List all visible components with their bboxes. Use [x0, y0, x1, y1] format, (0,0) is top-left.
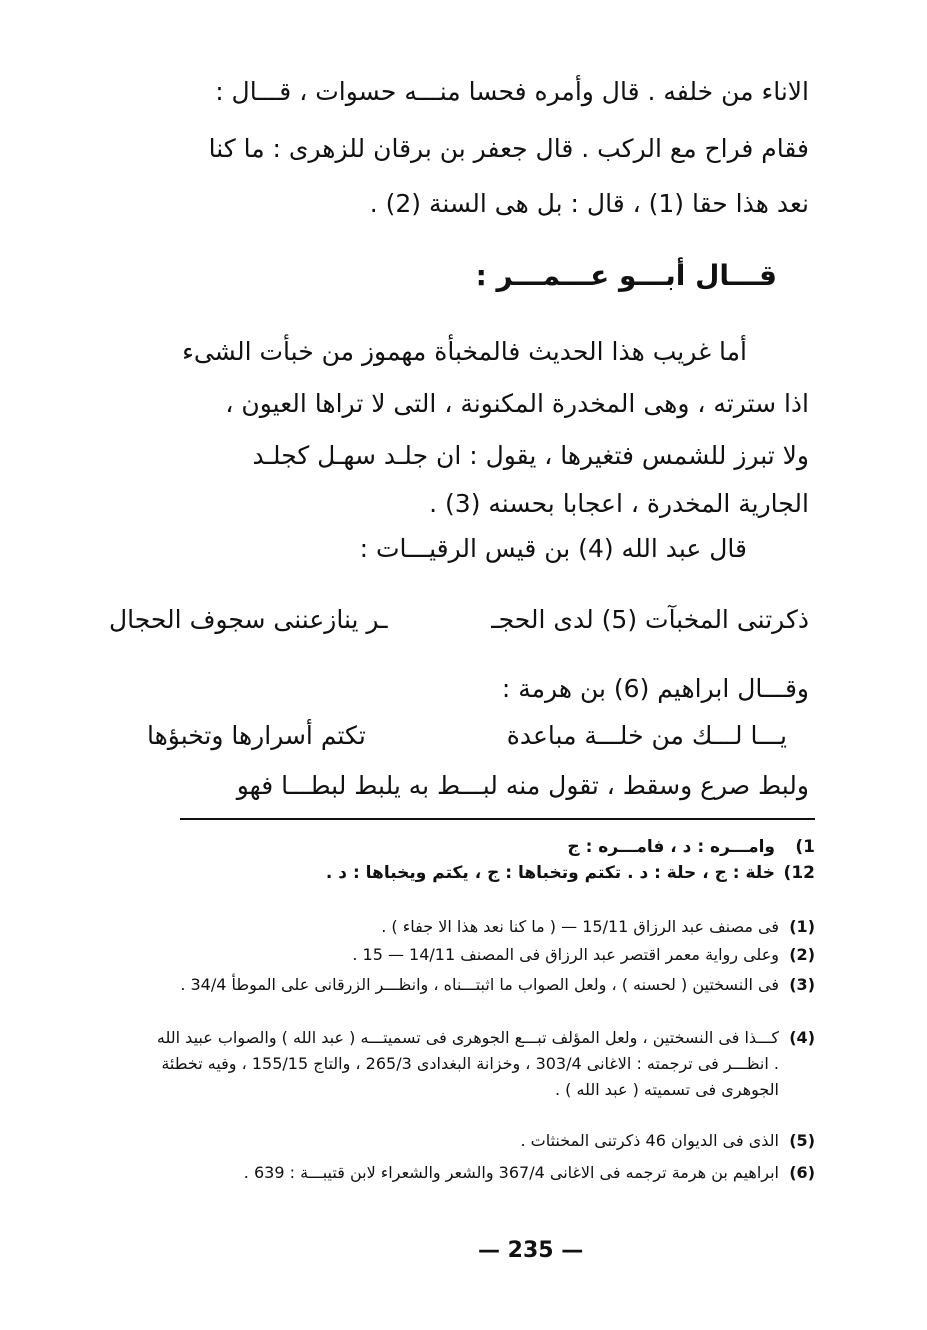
variant-note-2 — [195, 864, 815, 884]
variant-note-1 — [195, 838, 815, 858]
section-heading: قـــال أبـــو عـــمـــر : — [475, 259, 777, 292]
verse-1-first-hemistich: ذكرتنى المخبآت (5) لدى الحجـ — [491, 605, 809, 634]
footnote-5 — [165, 1132, 815, 1150]
footnote-2 — [165, 946, 815, 964]
body-line-6: ولا تبرز للشمس فتغيرها ، يقول : ان جلـد سهـل كجلـد — [252, 441, 809, 470]
body-line-1: الاناء من خلفه . قال وأمره فحسا منـــه حسوات ، قـــال : — [215, 77, 809, 106]
body-line-4: أما غريب هذا الحديث فالمخبأة مهموز من خبأت الشىء — [182, 337, 747, 366]
page-number: — 235 — — [478, 1238, 584, 1263]
body-line-2: فقام فراح مع الركب . قال جعفر بن برقان للزهرى : ما كنا — [208, 134, 809, 163]
footnote-5-number: (5) — [789, 1131, 815, 1150]
footnote-2-text: وعلى رواية معمر اقتصر عبد الرزاق فى المصنف 14/11 — 15 . — [352, 945, 779, 964]
footnote-6-text: ابراهيم بن هرمة ترجمه فى الاغانى 367/4 والشعر والشعراء لابن قتيبـــة : 639 . — [243, 1163, 779, 1182]
verse-2-intro: وقـــال ابراهيم (6) بن هرمة : — [501, 674, 809, 703]
footnote-4-text: كـــذا فى النسختين ، ولعل المؤلف تبـــع الجوهرى فى تسميتـــه ( عبد الله ) والصواب عبيد الله . انظـــر فى ترجمته : الاغانى 303/4 ، وخزانة البغدادى 265/3 ، والتاج 155/15 ، وفيه تخطئة الجوهرى فى تسميته ( عبد الله ) . — [156, 1028, 779, 1099]
verse-2-first-hemistich: يـــا لـــك من خلـــة مباعدة — [506, 721, 787, 750]
variant-note-2-number: 12) — [783, 863, 815, 883]
variant-note-1-number: 1) — [795, 837, 815, 857]
footnote-6 — [155, 1160, 815, 1186]
variant-note-1-text: وامـــره : د ، فامـــره : ج — [567, 837, 775, 857]
footnote-3-text: فى النسختين ( لحسنه ) ، ولعل الصواب ما اثبتـــناه ، وانظـــر الزرقانى على الموطأ 34/4 . — [180, 975, 779, 994]
footnote-2-number: (2) — [789, 945, 815, 964]
body-line-last: ولبط صرع وسقط ، تقول منه لبـــط به يلبط لبطـــا فهو — [236, 771, 809, 800]
footnote-1-text: فى مصنف عبد الرزاق 15/11 — ( ما كنا نعد هذا الا جفاء ) . — [381, 917, 779, 936]
body-line-7: الجارية المخدرة ، اعجابا بحسنه (3) . — [429, 489, 809, 518]
footnote-4 — [155, 1025, 815, 1103]
footnote-6-number: (6) — [789, 1163, 815, 1182]
footnote-1 — [165, 918, 815, 936]
verse-2-second-hemistich: تكتم أسرارها وتخبؤها — [147, 721, 366, 750]
verse-1-second-hemistich: ـر ينازعننى سجوف الحجال — [109, 605, 388, 634]
verse-1 — [109, 606, 809, 635]
footnote-5-text: الذى فى الديوان 46 ذكرتنى المخنثات . — [520, 1131, 779, 1150]
footnote-3 — [155, 972, 815, 998]
verse-2 — [147, 722, 787, 751]
footnote-4-number: (4) — [789, 1028, 815, 1047]
body-line-8: قال عبد الله (4) بن قيس الرقيـــات : — [359, 534, 747, 563]
footnote-1-number: (1) — [789, 917, 815, 936]
variant-note-2-text: خلة : ج ، حلة : د . تكتم وتخباها : ج ، يكتم ويخباها : د . — [325, 863, 775, 883]
body-line-3: نعد هذا حقا (1) ، قال : بل هى السنة (2) . — [369, 189, 809, 218]
body-line-5: اذا سترته ، وهى المخدرة المكنونة ، التى لا تراها العيون ، — [225, 389, 809, 418]
footnote-divider — [180, 818, 815, 820]
footnote-3-number: (3) — [789, 975, 815, 994]
